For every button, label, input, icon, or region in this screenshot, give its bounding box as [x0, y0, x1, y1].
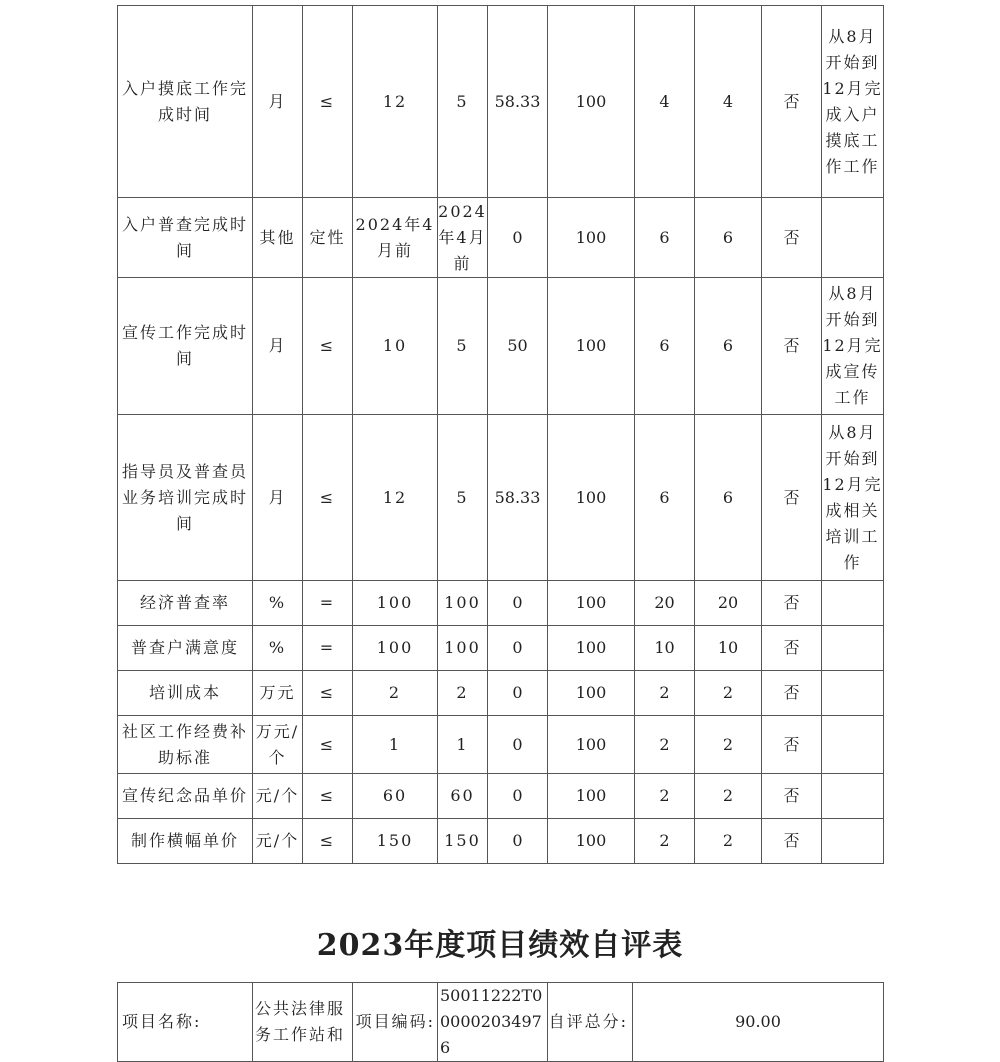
indicator-score: 6	[695, 415, 762, 581]
indicator-unit: %	[253, 581, 303, 626]
indicator-adjusted: 否	[762, 819, 822, 864]
indicator-remark	[822, 774, 884, 819]
indicator-score: 2	[695, 716, 762, 774]
project-code-value: 50011222T000002034976	[438, 983, 548, 1062]
indicator-target: 2	[353, 671, 438, 716]
indicator-name: 入户普查完成时间	[118, 198, 253, 278]
indicator-unit: 月	[253, 6, 303, 198]
indicator-remark: 从8月开始到12月完成宣传工作	[822, 278, 884, 415]
indicator-completion-rate: 100	[548, 626, 635, 671]
indicator-weight: 20	[635, 581, 695, 626]
indicator-completion-rate: 100	[548, 198, 635, 278]
indicator-deviation: 0	[488, 774, 548, 819]
table-row	[118, 819, 884, 864]
page-title: 2023年度项目绩效自评表	[316, 928, 684, 963]
indicator-actual: 5	[438, 6, 488, 198]
project-name-label: 项目名称:	[118, 983, 253, 1062]
indicator-unit: %	[253, 626, 303, 671]
table-row	[118, 774, 884, 819]
indicator-deviation: 0	[488, 819, 548, 864]
indicator-completion-rate: 100	[548, 671, 635, 716]
indicator-adjusted: 否	[762, 671, 822, 716]
indicator-score: 4	[695, 6, 762, 198]
indicator-score: 20	[695, 581, 762, 626]
indicator-completion-rate: 100	[548, 819, 635, 864]
indicator-deviation: 50	[488, 278, 548, 415]
indicator-weight: 2	[635, 819, 695, 864]
indicator-adjusted: 否	[762, 6, 822, 198]
indicator-target: 12	[353, 6, 438, 198]
indicator-adjusted: 否	[762, 278, 822, 415]
project-info-row	[118, 983, 884, 1062]
indicator-deviation: 0	[488, 198, 548, 278]
indicator-remark	[822, 716, 884, 774]
indicator-actual: 100	[438, 581, 488, 626]
table-row	[118, 581, 884, 626]
indicator-deviation: 0	[488, 671, 548, 716]
indicator-weight: 2	[635, 671, 695, 716]
indicator-name: 制作横幅单价	[118, 819, 253, 864]
indicator-actual: 60	[438, 774, 488, 819]
indicator-score: 10	[695, 626, 762, 671]
indicator-actual: 5	[438, 415, 488, 581]
indicator-adjusted: 否	[762, 198, 822, 278]
indicator-weight: 6	[635, 198, 695, 278]
table-row	[118, 626, 884, 671]
indicator-completion-rate: 100	[548, 716, 635, 774]
indicator-name: 经济普查率	[118, 581, 253, 626]
indicator-weight: 4	[635, 6, 695, 198]
indicator-adjusted: 否	[762, 626, 822, 671]
table-row	[118, 198, 884, 278]
indicator-target: 150	[353, 819, 438, 864]
indicator-remark	[822, 626, 884, 671]
indicator-operator: ≤	[303, 819, 353, 864]
indicator-unit: 月	[253, 415, 303, 581]
indicator-score: 6	[695, 278, 762, 415]
indicator-name: 入户摸底工作完成时间	[118, 6, 253, 198]
indicator-score: 2	[695, 774, 762, 819]
indicator-deviation: 58.33	[488, 415, 548, 581]
indicator-adjusted: 否	[762, 716, 822, 774]
indicator-operator: ≤	[303, 6, 353, 198]
indicator-completion-rate: 100	[548, 581, 635, 626]
indicator-actual: 2	[438, 671, 488, 716]
indicator-completion-rate: 100	[548, 415, 635, 581]
indicator-score: 2	[695, 671, 762, 716]
indicator-completion-rate: 100	[548, 278, 635, 415]
project-info-table	[117, 982, 884, 1062]
indicator-unit: 月	[253, 278, 303, 415]
indicator-operator: 定性	[303, 198, 353, 278]
indicator-unit: 万元/个	[253, 716, 303, 774]
indicator-unit: 元/个	[253, 819, 303, 864]
indicator-operator: ≤	[303, 278, 353, 415]
indicator-operator: ≤	[303, 716, 353, 774]
indicator-weight: 2	[635, 716, 695, 774]
self-score-label: 自评总分:	[548, 983, 633, 1062]
indicator-name: 宣传纪念品单价	[118, 774, 253, 819]
indicator-actual: 2024年4月前	[438, 198, 488, 278]
indicator-remark	[822, 581, 884, 626]
project-name-value: 公共法律服务工作站和	[253, 983, 353, 1062]
indicator-weight: 2	[635, 774, 695, 819]
indicator-target: 60	[353, 774, 438, 819]
indicator-target: 12	[353, 415, 438, 581]
indicator-unit: 其他	[253, 198, 303, 278]
indicator-score: 6	[695, 198, 762, 278]
indicator-adjusted: 否	[762, 581, 822, 626]
indicator-weight: 6	[635, 278, 695, 415]
indicator-remark: 从8月开始到12月完成相关培训工作	[822, 415, 884, 581]
indicator-remark	[822, 198, 884, 278]
indicator-target: 10	[353, 278, 438, 415]
indicator-name: 普查户满意度	[118, 626, 253, 671]
indicator-weight: 10	[635, 626, 695, 671]
indicator-completion-rate: 100	[548, 6, 635, 198]
indicator-operator: ≤	[303, 774, 353, 819]
table-row	[118, 671, 884, 716]
indicator-weight: 6	[635, 415, 695, 581]
table-row	[118, 6, 884, 198]
indicator-name: 培训成本	[118, 671, 253, 716]
indicator-completion-rate: 100	[548, 774, 635, 819]
indicator-unit: 万元	[253, 671, 303, 716]
indicator-operator: ≤	[303, 671, 353, 716]
indicator-actual: 100	[438, 626, 488, 671]
indicator-remark: 从8月开始到12月完成入户摸底工作工作	[822, 6, 884, 198]
indicator-name: 宣传工作完成时间	[118, 278, 253, 415]
indicator-score: 2	[695, 819, 762, 864]
indicator-unit: 元/个	[253, 774, 303, 819]
indicator-actual: 1	[438, 716, 488, 774]
indicator-name: 指导员及普查员业务培训完成时间	[118, 415, 253, 581]
indicator-remark	[822, 819, 884, 864]
indicator-operator: =	[303, 581, 353, 626]
indicator-deviation: 0	[488, 581, 548, 626]
performance-indicator-table	[117, 5, 884, 864]
table-row	[118, 716, 884, 774]
indicator-operator: ≤	[303, 415, 353, 581]
indicator-target: 100	[353, 626, 438, 671]
project-code-label: 项目编码:	[353, 983, 438, 1062]
indicator-deviation: 0	[488, 626, 548, 671]
self-score-value: 90.00	[633, 983, 884, 1062]
indicator-operator: =	[303, 626, 353, 671]
indicator-deviation: 58.33	[488, 6, 548, 198]
indicator-actual: 150	[438, 819, 488, 864]
table-row	[118, 278, 884, 415]
indicator-target: 2024年4月前	[353, 198, 438, 278]
indicator-actual: 5	[438, 278, 488, 415]
indicator-name: 社区工作经费补助标准	[118, 716, 253, 774]
table-row	[118, 415, 884, 581]
indicator-target: 1	[353, 716, 438, 774]
indicator-deviation: 0	[488, 716, 548, 774]
indicator-adjusted: 否	[762, 774, 822, 819]
indicator-adjusted: 否	[762, 415, 822, 581]
indicator-target: 100	[353, 581, 438, 626]
indicator-remark	[822, 671, 884, 716]
